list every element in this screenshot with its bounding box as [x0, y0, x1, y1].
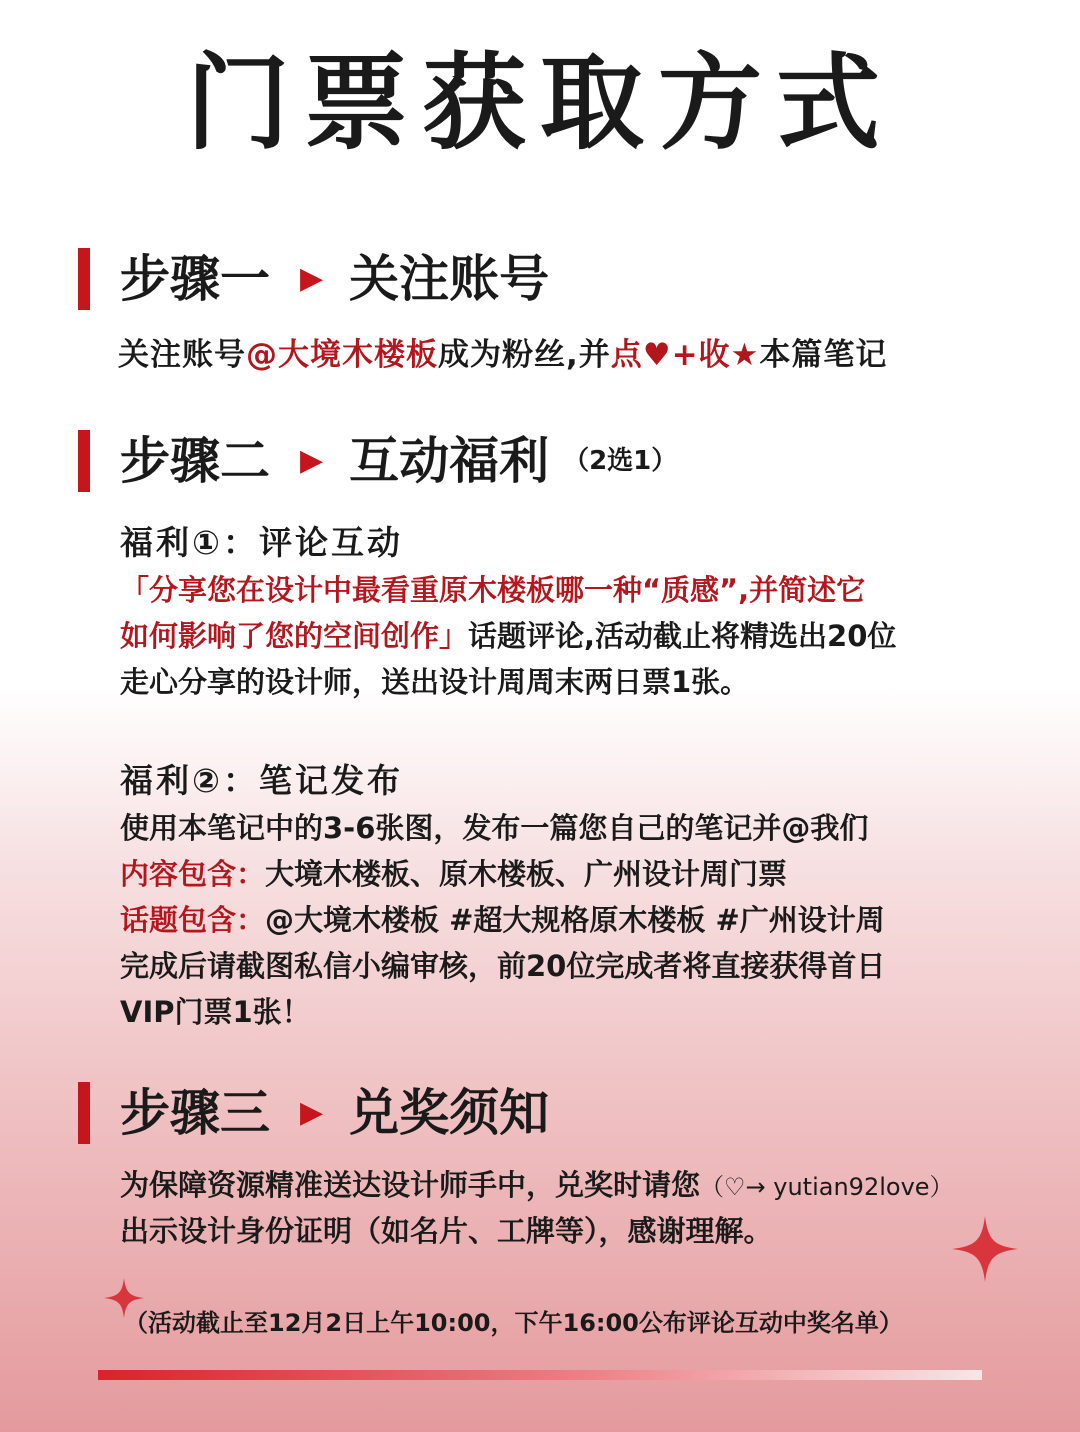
- step1-accent-bar: [78, 248, 90, 310]
- step3-heading: 兑奖须知: [349, 1084, 550, 1142]
- step2-note: （2选1）: [563, 446, 678, 476]
- step3-accent-bar: [78, 1082, 90, 1144]
- page-title: 门票获取方式: [185, 42, 894, 164]
- benefit2-line5: VIP门票1张！: [120, 995, 311, 1029]
- step3-line2: 出示设计身份证明（如名片、工牌等），感谢理解。: [120, 1214, 773, 1248]
- step1-heading: 关注账号: [349, 250, 550, 308]
- play-arrow-icon: ▶: [300, 261, 324, 296]
- step2-label: 步骤二: [120, 432, 270, 490]
- play-arrow-icon: ▶: [300, 443, 324, 478]
- play-arrow-icon: ▶: [300, 1095, 324, 1130]
- benefit2-content: 内容包含：大境木楼板、原木楼板、广州设计周门票: [120, 857, 788, 891]
- step2-header: [120, 430, 677, 492]
- step1-label: 步骤一: [120, 250, 270, 308]
- step2-heading: 互动福利: [349, 432, 550, 490]
- step2-accent-bar: [78, 430, 90, 492]
- gradient-divider: [98, 1370, 982, 1380]
- account-mention[interactable]: @大境木楼板: [246, 337, 438, 373]
- benefit1-title: 福利①：评论互动: [120, 523, 403, 562]
- benefit1-quote-line1: 「分享您在设计中最看重原木楼板哪一种“质感”,并简述它: [120, 573, 866, 607]
- step1-header: [120, 248, 549, 310]
- sparkle-icon: [952, 1216, 1018, 1282]
- benefit2-line4: 完成后请截图私信小编审核，前20位完成者将直接获得首日: [120, 949, 886, 983]
- like-collect-hint: 点♥+收★: [610, 337, 760, 373]
- deadline-note: （活动截止至12月2日上午10:00，下午16:00公布评论互动中奖名单）: [124, 1309, 903, 1337]
- benefit2-line1: 使用本笔记中的3-6张图，发布一篇您自己的笔记并@我们: [120, 811, 869, 845]
- benefit2-title: 福利②：笔记发布: [120, 761, 403, 800]
- benefit1-line2: 如何影响了您的空间创作」话题评论,活动截止将精选出20位: [120, 619, 897, 653]
- step1-text: 关注账号@大境木楼板成为粉丝,并点♥+收★本篇笔记: [118, 337, 888, 373]
- step3-label: 步骤三: [120, 1084, 270, 1142]
- step3-line1: 为保障资源精准送达设计师手中，兑奖时请您（♡→ yutian92love）: [120, 1168, 954, 1202]
- contact-id: （♡→ yutian92love）: [700, 1173, 954, 1201]
- benefit1-line3: 走心分享的设计师，送出设计周周末两日票1张。: [120, 665, 750, 699]
- step3-header: [120, 1082, 549, 1144]
- benefit2-topics: 话题包含：@大境木楼板 #超大规格原木楼板 #广州设计周: [120, 903, 885, 937]
